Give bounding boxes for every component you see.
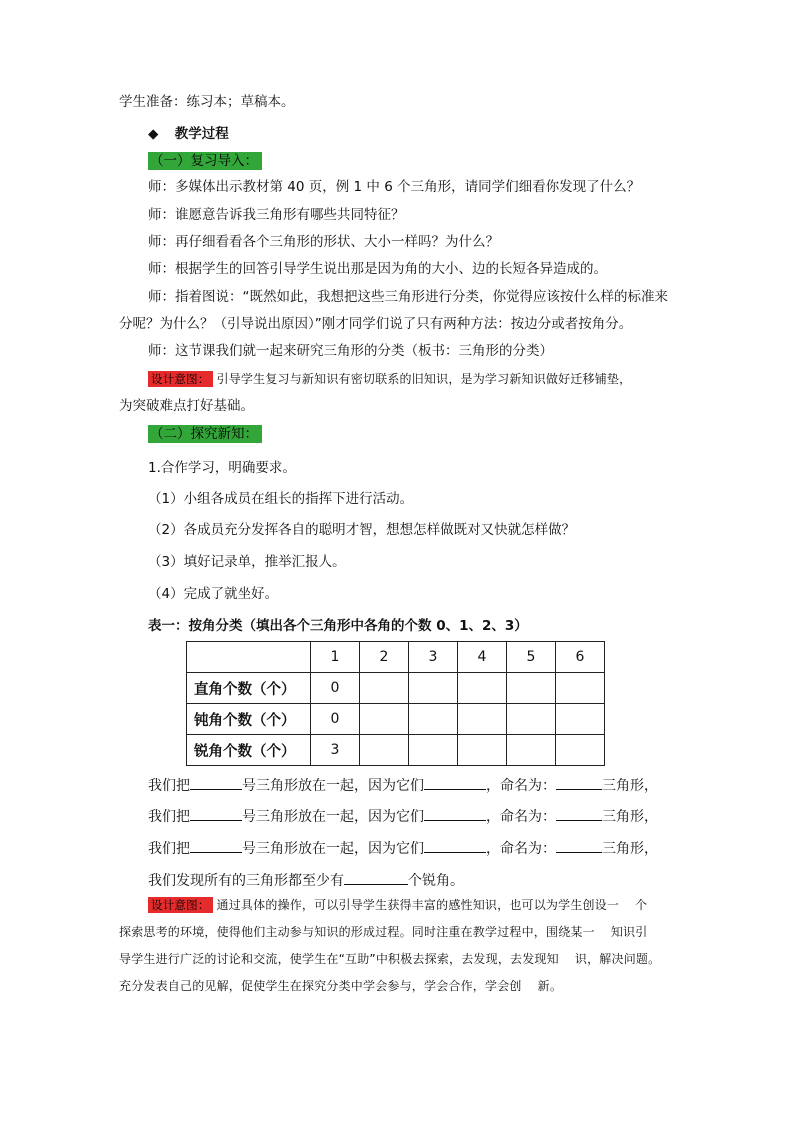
table-corner-cell: [187, 642, 311, 673]
paragraph-line: 师：指着图说：“既然如此，我想把这些三角形进行分类，你觉得应该按什么样的标准来: [148, 289, 668, 305]
fill-text: ，命名为：: [486, 809, 556, 825]
part1-heading: （一）复习导入：: [148, 152, 262, 170]
table-header-cell: 5: [507, 642, 556, 673]
table-header-row: [187, 642, 605, 673]
paragraph-line: 导学生进行广泛的讨论和交流，使学生在“互助”中积极去探索，去发现，去发现知 识，解决问题。: [119, 952, 661, 966]
table-cell: [409, 704, 458, 735]
fill-blank: [424, 808, 486, 821]
fill-blank: [190, 808, 242, 821]
design-note-text: 通过具体的操作，可以引导学生获得丰富的感性知识，也可以为学生创设一 个: [216, 898, 648, 912]
table-cell: 0: [311, 704, 360, 735]
fill-line-last: [148, 872, 464, 890]
table-cell: [556, 673, 605, 704]
paragraph-line: 为突破难点打好基础。: [119, 398, 254, 414]
table-cell: [409, 673, 458, 704]
design-note-label: 设计意图：: [148, 371, 213, 387]
table-header-cell: 2: [360, 642, 409, 673]
paragraph-line: 师：根据学生的回答引导学生说出那是因为角的大小、边的长短各异造成的。: [148, 261, 607, 277]
table-cell: 3: [311, 735, 360, 766]
fill-text: 号三角形放在一起，因为它们: [242, 778, 424, 794]
paragraph-line: 师：这节课我们就一起来研究三角形的分类（板书：三角形的分类）: [148, 343, 553, 359]
design-note-text: 引导学生复习与新知识有密切联系的旧知识，是为学习新知识做好迁移铺垫，: [216, 372, 632, 386]
table-cell: [507, 673, 556, 704]
table-row: [187, 704, 605, 735]
paragraph-line: 师：多媒体出示教材第 40 页，例 1 中 6 个三角形，请同学们细看你发现了什么？: [148, 179, 641, 195]
fill-text: 个锐角。: [408, 873, 464, 889]
part1-heading-wrap: [148, 152, 262, 170]
paragraph-line: 分呢？为什么？（引导说出原因）”刚才同学们说了只有两种方法：按边分或者按角分。: [119, 316, 633, 332]
design-note-1: [148, 370, 631, 388]
table-cell: [507, 704, 556, 735]
fill-blank: [556, 808, 602, 821]
fill-text: 三角形，: [602, 841, 658, 857]
part2-heading-wrap: [148, 425, 262, 443]
part2-heading: （二）探究新知：: [148, 425, 262, 443]
fill-blank: [556, 840, 602, 853]
fill-blank: [424, 777, 486, 790]
row-label: 直角个数（个）: [187, 673, 311, 704]
table-cell: [360, 704, 409, 735]
fill-blank: [556, 777, 602, 790]
section-title: 教学过程: [174, 126, 229, 142]
fill-text: 号三角形放在一起，因为它们: [242, 841, 424, 857]
table-cell: [360, 735, 409, 766]
table-cell: [458, 673, 507, 704]
fill-line: [148, 777, 658, 795]
paragraph-line: （3）填好记录单，推举汇报人。: [148, 554, 346, 570]
table-header-cell: 6: [556, 642, 605, 673]
fill-text: 三角形，: [602, 778, 658, 794]
fill-text: 号三角形放在一起，因为它们: [242, 809, 424, 825]
fill-blank: [190, 840, 242, 853]
classification-table: [186, 641, 605, 766]
table-cell: [458, 704, 507, 735]
paragraph-line: （1）小组各成员在组长的指挥下进行活动。: [148, 491, 414, 507]
table-header-cell: 4: [458, 642, 507, 673]
section-heading: [148, 125, 229, 143]
paragraph-line: 充分发表自己的见解，促使学生在探究分类中学会参与，学会合作，学会创 新。: [119, 979, 563, 993]
fill-line: [148, 808, 658, 826]
fill-text: 我们发现所有的三角形都至少有: [148, 873, 344, 889]
paragraph-line: 探索思考的环境，使得他们主动参与知识的形成过程。同时注重在教学过程中，围绕某一 知识引: [119, 925, 648, 939]
fill-blank: [344, 872, 408, 885]
table-header-cell: 3: [409, 642, 458, 673]
table-cell: [556, 704, 605, 735]
fill-text: ，命名为：: [486, 778, 556, 794]
fill-line: [148, 840, 658, 858]
paragraph-line: 1.合作学习，明确要求。: [148, 460, 296, 476]
paragraph-line: （2）各成员充分发挥各自的聪明才智，想想怎样做既对又快就怎样做？: [148, 522, 576, 538]
fill-text: 我们把: [148, 778, 190, 794]
student-prep-line: 学生准备：练习本；草稿本。: [119, 94, 295, 110]
fill-text: 我们把: [148, 809, 190, 825]
table-cell: [507, 735, 556, 766]
table-cell: [360, 673, 409, 704]
table-header-cell: 1: [311, 642, 360, 673]
fill-blank: [190, 777, 242, 790]
paragraph-line: 师：再仔细看看各个三角形的形状、大小一样吗？为什么？: [148, 234, 499, 250]
design-note-2: [148, 896, 647, 914]
table-cell: 0: [311, 673, 360, 704]
table-row: [187, 735, 605, 766]
row-label: 锐角个数（个）: [187, 735, 311, 766]
fill-blank: [424, 840, 486, 853]
fill-text: 我们把: [148, 841, 190, 857]
table-row: [187, 673, 605, 704]
paragraph-line: （4）完成了就坐好。: [148, 586, 279, 602]
diamond-bullet-icon: ◆: [148, 126, 159, 142]
fill-text: 三角形，: [602, 809, 658, 825]
design-note-label: 设计意图：: [148, 897, 213, 913]
fill-text: ，命名为：: [486, 841, 556, 857]
row-label: 钝角个数（个）: [187, 704, 311, 735]
table-cell: [409, 735, 458, 766]
table-cell: [556, 735, 605, 766]
table-caption: 表一：按角分类（填出各个三角形中各角的个数 0、1、2、3）: [148, 618, 528, 634]
table-cell: [458, 735, 507, 766]
paragraph-line: 师：谁愿意告诉我三角形有哪些共同特征？: [148, 207, 405, 223]
